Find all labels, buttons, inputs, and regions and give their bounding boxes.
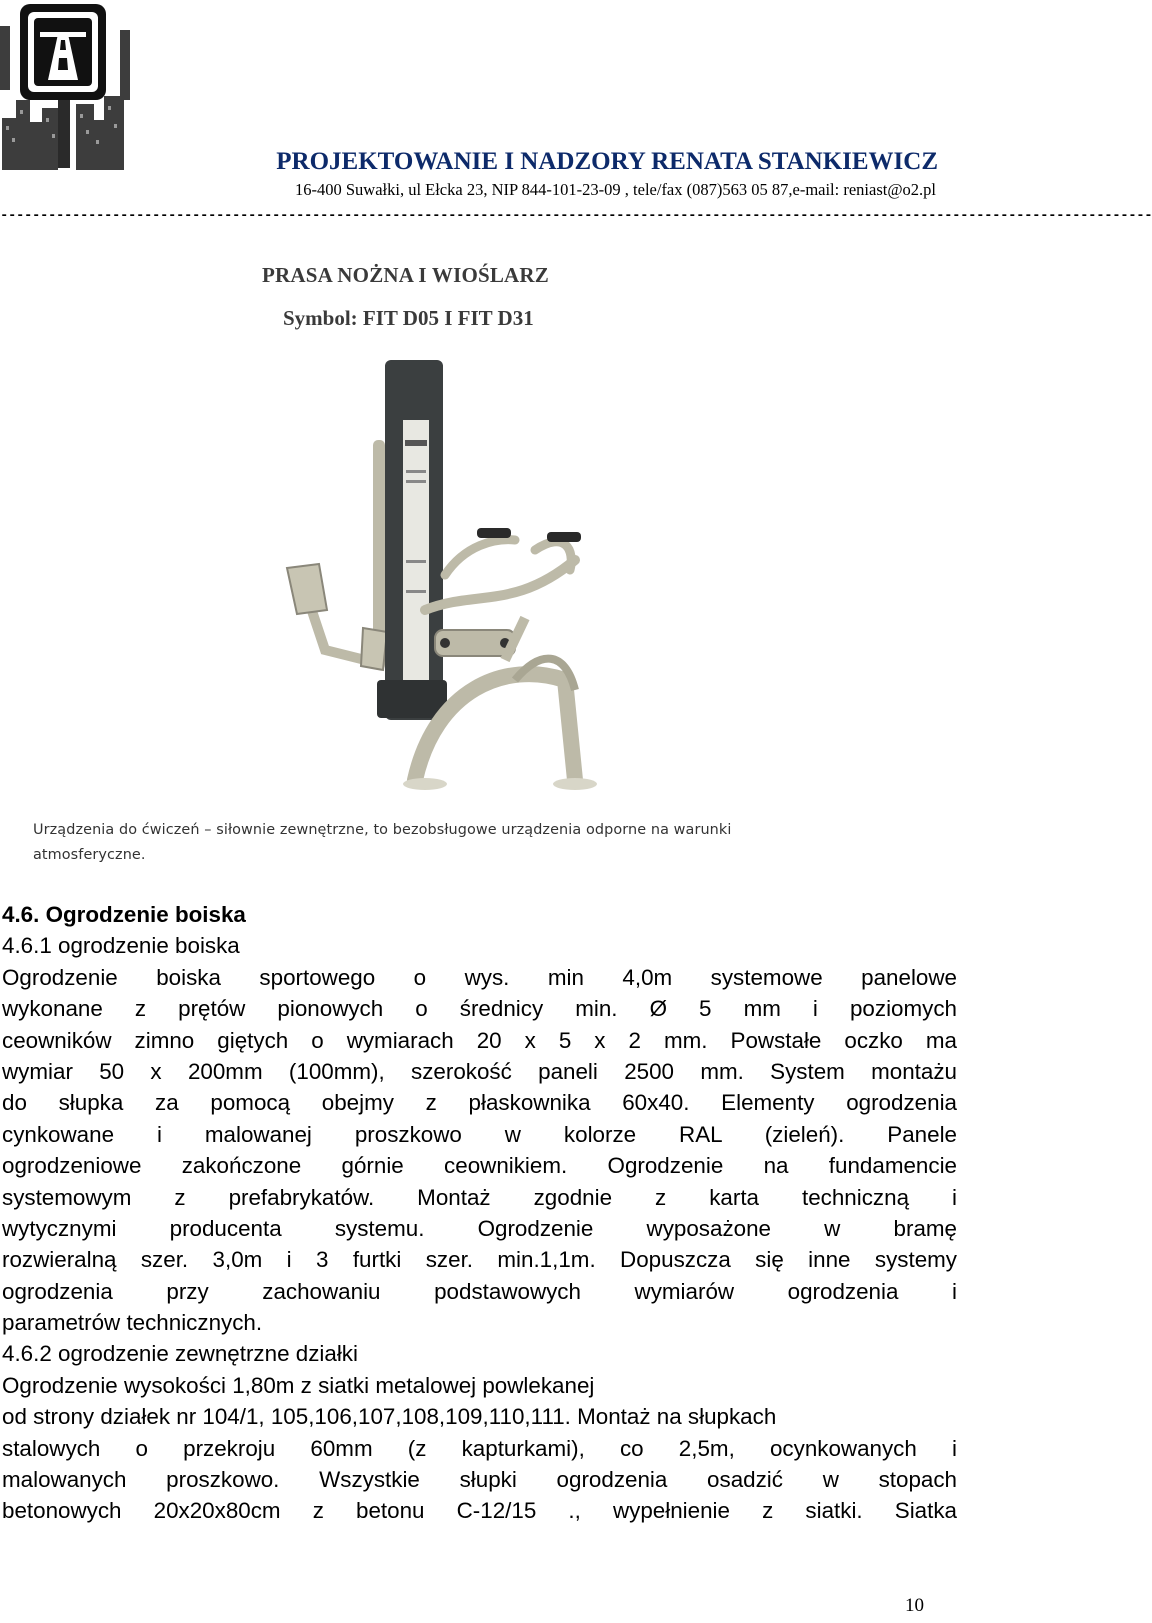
company-address: 16-400 Suwałki, ul Ełcka 23, NIP 844-101-23-09 , tele/fax (087)563 05 87,e-mail: reniast@o2.pl — [294, 180, 936, 199]
page-number: 10 — [905, 1595, 924, 1616]
company-name: PROJEKTOWANIE I NADZORY RENATA STANKIEWICZ — [276, 148, 938, 175]
header-divider: ------------------------------------------------------------------------------------------------------------------------------------------------ — [0, 208, 1152, 224]
section-body — [2, 899, 957, 1527]
paragraph-line: ceowników zimno giętych o wymiarach 20 x 5 x 2 mm. Powstałe oczko ma — [2, 1027, 957, 1053]
paragraph-line: malowanych proszkowo. Wszystkie słupki ogrodzenia osadzić w stopach — [2, 1467, 957, 1493]
paragraph-line: od strony działek nr 104/1, 105,106,107,108,109,110,111. Montaż na słupkach — [2, 1404, 777, 1430]
company-logo — [0, 0, 130, 172]
paragraph-line: ogrodzeniowe zakończone górnie ceownikiem. Ogrodzenie na fundamencie — [2, 1153, 957, 1179]
paragraph-line: betonowych 20x20x80cm z betonu C-12/15 ., wypełnienie z siatki. Siatka — [2, 1498, 957, 1524]
product-symbol: Symbol: FIT D05 I FIT D31 — [283, 306, 534, 330]
paragraph-line: wytycznymi producenta systemu. Ogrodzenie wyposażone w bramę — [2, 1215, 957, 1241]
paragraph-line: stalowych o przekroju 60mm (z kapturkami), co 2,5m, ocynkowanych i — [2, 1435, 957, 1461]
paragraph-line: wykonane z prętów pionowych o średnicy min. Ø 5 mm i poziomych — [2, 996, 957, 1022]
paragraph-line: do słupka za pomocą obejmy z płaskownika 60x40. Elementy ogrodzenia — [2, 1090, 957, 1116]
exercise-machine-image — [275, 360, 635, 800]
section-heading: 4.6. Ogrodzenie boiska — [2, 902, 246, 927]
paragraph-line: rozwieralną szer. 3,0m i 3 furtki szer. min.1,1m. Dopuszcza się inne systemy — [2, 1247, 957, 1273]
caption-line: atmosferyczne. — [33, 847, 146, 863]
paragraph-line: cynkowane i malowanej proszkowo w kolorze RAL (zieleń). Panele — [2, 1121, 957, 1147]
caption-line: Urządzenia do ćwiczeń – siłownie zewnętrzne, to bezobsługowe urządzenia odporne na warunki — [33, 822, 732, 838]
subsection-heading: 4.6.1 ogrodzenie boiska — [2, 933, 240, 959]
paragraph-line: parametrów technicznych. — [2, 1310, 263, 1336]
paragraph-line: systemowym z prefabrykatów. Montaż zgodnie z karta techniczną i — [2, 1184, 957, 1210]
paragraph-line: ogrodzenia przy zachowaniu podstawowych wymiarów ogrodzenia i — [2, 1278, 957, 1304]
product-caption — [33, 818, 853, 868]
subsection-heading: 4.6.2 ogrodzenie zewnętrzne działki — [2, 1341, 358, 1367]
paragraph-line: Ogrodzenie boiska sportowego o wys. min 4,0m systemowe panelowe — [2, 964, 957, 990]
paragraph-line: Ogrodzenie wysokości 1,80m z siatki metalowej powlekanej — [2, 1372, 595, 1398]
product-title: PRASA NOŻNA I WIOŚLARZ — [262, 263, 549, 287]
paragraph-line: wymiar 50 x 200mm (100mm), szerokość paneli 2500 mm. System montażu — [2, 1058, 957, 1084]
